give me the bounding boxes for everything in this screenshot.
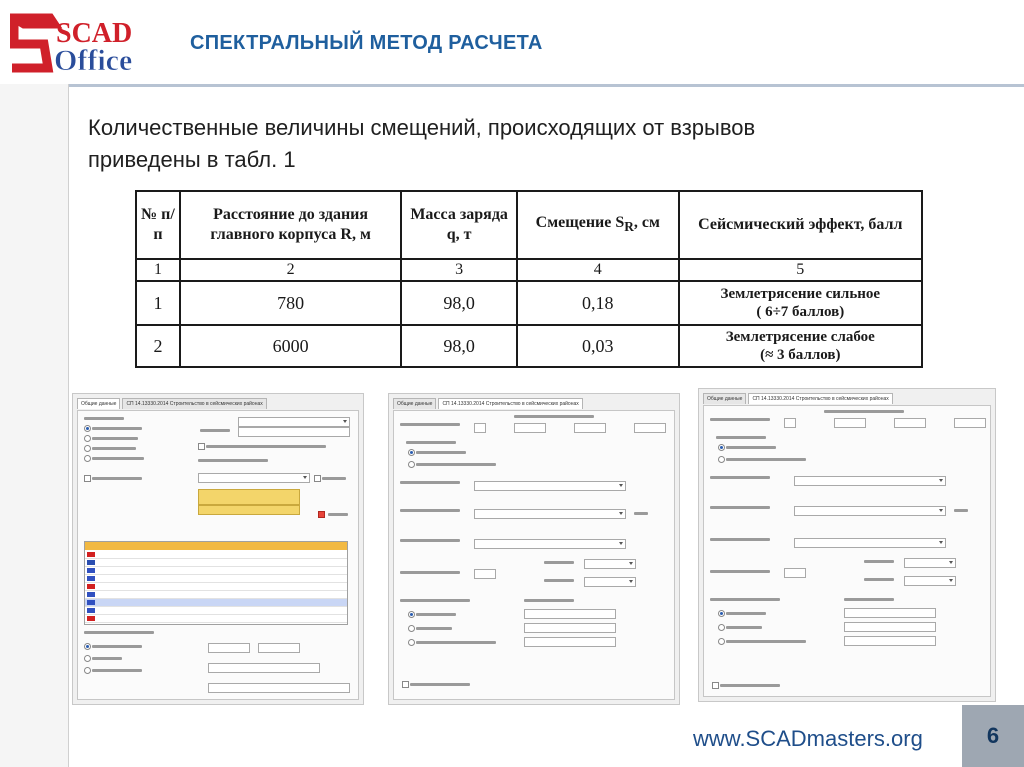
label-placeholder — [92, 457, 144, 460]
dropdown[interactable] — [584, 559, 636, 569]
label-placeholder — [84, 631, 154, 634]
header-effect: Сейсмический эффект, балл — [679, 191, 922, 259]
column-number-row — [136, 259, 922, 281]
page-number: 6 — [986, 723, 1000, 748]
text-field[interactable] — [524, 609, 616, 619]
screenshot-panel — [393, 410, 675, 700]
number-field[interactable] — [954, 418, 986, 428]
header-number: № п/п — [136, 191, 180, 259]
dropdown[interactable] — [584, 577, 636, 587]
label-placeholder — [864, 578, 894, 581]
label-placeholder — [864, 560, 894, 563]
label-placeholder — [400, 423, 460, 426]
label-placeholder — [544, 561, 574, 564]
header-displacement-label: Смещение S — [535, 213, 625, 231]
label-placeholder — [710, 570, 770, 573]
list-item[interactable] — [85, 607, 347, 615]
tab-sp14[interactable]: СП 14.13330.2014 Строительство в сейсмических районах — [122, 398, 266, 409]
number-field[interactable] — [784, 418, 796, 428]
intro-text — [88, 112, 948, 176]
number-field[interactable] — [634, 423, 666, 433]
label-placeholder — [634, 512, 648, 515]
label-placeholder — [400, 571, 460, 574]
list-item[interactable] — [85, 567, 347, 575]
flag-icon — [87, 584, 95, 589]
label-placeholder — [400, 509, 460, 512]
label-placeholder — [726, 446, 776, 449]
dropdown[interactable] — [474, 539, 626, 549]
label-placeholder — [406, 441, 456, 444]
number-field[interactable] — [474, 423, 486, 433]
number-field[interactable] — [514, 423, 546, 433]
radio-option[interactable] — [84, 643, 91, 650]
label-placeholder — [92, 447, 136, 450]
label-placeholder — [416, 627, 452, 630]
radio-option[interactable] — [408, 461, 415, 468]
label-placeholder — [710, 598, 780, 601]
row-distance: 6000 — [180, 325, 401, 367]
number-field[interactable] — [258, 643, 300, 653]
radio-option[interactable] — [408, 639, 415, 646]
label-placeholder — [416, 463, 496, 466]
flag-icon — [87, 608, 95, 613]
label-placeholder — [92, 477, 142, 480]
dropdown[interactable] — [904, 576, 956, 586]
header-displacement-unit: , см — [633, 213, 660, 231]
delete-icon[interactable] — [318, 511, 325, 518]
radio-option[interactable] — [718, 456, 725, 463]
label-placeholder — [726, 612, 766, 615]
radio-option[interactable] — [408, 449, 415, 456]
list-item[interactable] — [85, 551, 347, 559]
label-placeholder — [322, 477, 346, 480]
row-mass: 98,0 — [401, 281, 517, 325]
label-placeholder — [410, 683, 470, 686]
number-field[interactable] — [208, 663, 320, 673]
column-number: 5 — [679, 259, 922, 281]
row-distance: 780 — [180, 281, 401, 325]
radio-option[interactable] — [408, 625, 415, 632]
load-button[interactable] — [198, 489, 300, 505]
list-item[interactable] — [85, 615, 347, 623]
website-url[interactable]: www.SCADmasters.org — [693, 726, 923, 751]
text-field[interactable] — [844, 608, 936, 618]
radio-option[interactable] — [718, 444, 725, 451]
number-field[interactable] — [834, 418, 866, 428]
flag-icon — [87, 552, 95, 557]
label-placeholder — [416, 613, 456, 616]
header-mass: Масса заряда q, т — [401, 191, 517, 259]
checkbox[interactable] — [314, 475, 321, 482]
text-field[interactable] — [844, 622, 936, 632]
label-placeholder — [710, 476, 770, 479]
tab-sp14[interactable]: СП 14.13330.2014 Строительство в сейсмических районах — [748, 393, 892, 404]
screenshot-sp14-settings-alt — [698, 388, 996, 702]
text-field[interactable] — [524, 637, 616, 647]
logo-scad-text: SCAD — [56, 18, 133, 49]
column-number: 1 — [136, 259, 180, 281]
list-item[interactable] — [85, 559, 347, 567]
radio-option[interactable] — [84, 455, 91, 462]
scad-office-logo — [10, 12, 178, 74]
label-placeholder — [524, 599, 574, 602]
number-field[interactable] — [784, 568, 806, 578]
label-placeholder — [710, 538, 770, 541]
row-effect-line2: ( 6÷7 баллов) — [756, 304, 845, 320]
table-header-row — [136, 191, 922, 259]
text-field[interactable] — [524, 623, 616, 633]
header-displacement-sub: R — [624, 219, 634, 235]
dropdown[interactable] — [794, 538, 946, 548]
header-distance: Расстояние до здания главного корпуса R, м — [180, 191, 401, 259]
screenshot-tabs — [393, 398, 583, 410]
table-row — [136, 281, 922, 325]
label-placeholder — [710, 418, 770, 421]
label-placeholder — [726, 640, 806, 643]
checkbox[interactable] — [198, 443, 205, 450]
text-field[interactable] — [238, 427, 350, 437]
label-placeholder — [954, 509, 968, 512]
radio-option[interactable] — [84, 435, 91, 442]
row-effect — [679, 325, 922, 367]
flag-icon — [87, 592, 95, 597]
selected-item-field[interactable] — [198, 505, 300, 515]
label-placeholder — [416, 641, 496, 644]
intro-line-1: Количественные величины смещений, происходящих от взрывов — [88, 115, 756, 140]
label-placeholder — [544, 579, 574, 582]
radio-option[interactable] — [408, 611, 415, 618]
label-placeholder — [328, 513, 348, 516]
row-number: 1 — [136, 281, 180, 325]
logo-office-text: Office — [54, 44, 133, 74]
column-number: 4 — [517, 259, 679, 281]
left-frame-band — [0, 84, 69, 767]
dropdown[interactable] — [238, 417, 350, 427]
flag-icon — [87, 560, 95, 565]
checkbox[interactable] — [402, 681, 409, 688]
label-placeholder — [716, 436, 766, 439]
number-field[interactable] — [208, 643, 250, 653]
screenshot-tabs — [77, 398, 267, 410]
dropdown[interactable] — [474, 509, 626, 519]
text-field[interactable] — [844, 636, 936, 646]
label-placeholder — [84, 417, 124, 420]
norms-list[interactable] — [84, 541, 348, 625]
screenshot-panel — [77, 410, 359, 700]
label-placeholder — [400, 481, 460, 484]
number-field[interactable] — [894, 418, 926, 428]
number-field[interactable] — [474, 569, 496, 579]
list-item[interactable] — [85, 599, 347, 607]
column-number: 3 — [401, 259, 517, 281]
label-placeholder — [92, 437, 138, 440]
label-placeholder — [206, 445, 326, 448]
label-placeholder — [400, 599, 470, 602]
dropdown[interactable] — [794, 476, 946, 486]
label-placeholder — [844, 598, 894, 601]
label-placeholder — [726, 626, 762, 629]
row-mass: 98,0 — [401, 325, 517, 367]
label-placeholder — [92, 657, 122, 660]
checkbox[interactable] — [84, 475, 91, 482]
screenshot-tabs — [703, 393, 893, 405]
intro-line-2: приведены в табл. 1 — [88, 147, 296, 172]
label-placeholder — [824, 410, 904, 413]
radio-option[interactable] — [84, 667, 91, 674]
radio-option[interactable] — [718, 610, 725, 617]
checkbox[interactable] — [712, 682, 719, 689]
flag-icon — [87, 600, 95, 605]
label-placeholder — [514, 415, 594, 418]
tab-general-data[interactable]: Общие данные — [703, 393, 746, 404]
radio-option[interactable] — [84, 425, 91, 432]
screenshot-general-data — [72, 393, 364, 705]
row-effect-line1: Землетрясение сильное — [720, 286, 881, 302]
screenshot-sp14-settings — [388, 393, 680, 705]
label-placeholder — [400, 539, 460, 542]
tab-sp14[interactable]: СП 14.13330.2014 Строительство в сейсмических районах — [438, 398, 582, 409]
radio-option[interactable] — [718, 624, 725, 631]
flag-icon — [87, 568, 95, 573]
list-item[interactable] — [85, 575, 347, 583]
label-placeholder — [726, 458, 806, 461]
radio-option[interactable] — [718, 638, 725, 645]
table-row — [136, 325, 922, 367]
header-displacement — [517, 191, 679, 259]
label-placeholder — [92, 427, 142, 430]
list-item[interactable] — [85, 583, 347, 591]
number-field[interactable] — [208, 683, 350, 693]
slide-title: СПЕКТРАЛЬНЫЙ МЕТОД РАСЧЕТА — [190, 32, 543, 54]
label-placeholder — [200, 429, 230, 432]
row-effect — [679, 281, 922, 325]
radio-option[interactable] — [84, 445, 91, 452]
radio-option[interactable] — [84, 655, 91, 662]
label-placeholder — [720, 684, 780, 687]
label-placeholder — [416, 451, 466, 454]
header-divider — [0, 84, 1024, 87]
dropdown[interactable] — [904, 558, 956, 568]
label-placeholder — [92, 669, 142, 672]
page-number-box — [962, 705, 1024, 767]
slide-header — [0, 0, 1024, 84]
dropdown[interactable] — [794, 506, 946, 516]
label-placeholder — [198, 459, 268, 462]
dropdown[interactable] — [198, 473, 310, 483]
tab-general-data[interactable]: Общие данные — [393, 398, 436, 409]
number-field[interactable] — [574, 423, 606, 433]
displacement-table — [135, 190, 923, 368]
label-placeholder — [92, 645, 142, 648]
row-displacement: 0,03 — [517, 325, 679, 367]
row-displacement: 0,18 — [517, 281, 679, 325]
flag-icon — [87, 616, 95, 621]
column-number: 2 — [180, 259, 401, 281]
label-placeholder — [710, 506, 770, 509]
tab-general-data[interactable]: Общие данные — [77, 398, 120, 409]
row-number: 2 — [136, 325, 180, 367]
flag-icon — [87, 576, 95, 581]
dropdown[interactable] — [474, 481, 626, 491]
screenshot-panel — [703, 405, 991, 697]
list-header — [85, 542, 347, 550]
list-item[interactable] — [85, 591, 347, 599]
row-effect-line2: (≈ 3 баллов) — [760, 347, 841, 363]
row-effect-line1: Землетрясение слабое — [725, 329, 875, 345]
